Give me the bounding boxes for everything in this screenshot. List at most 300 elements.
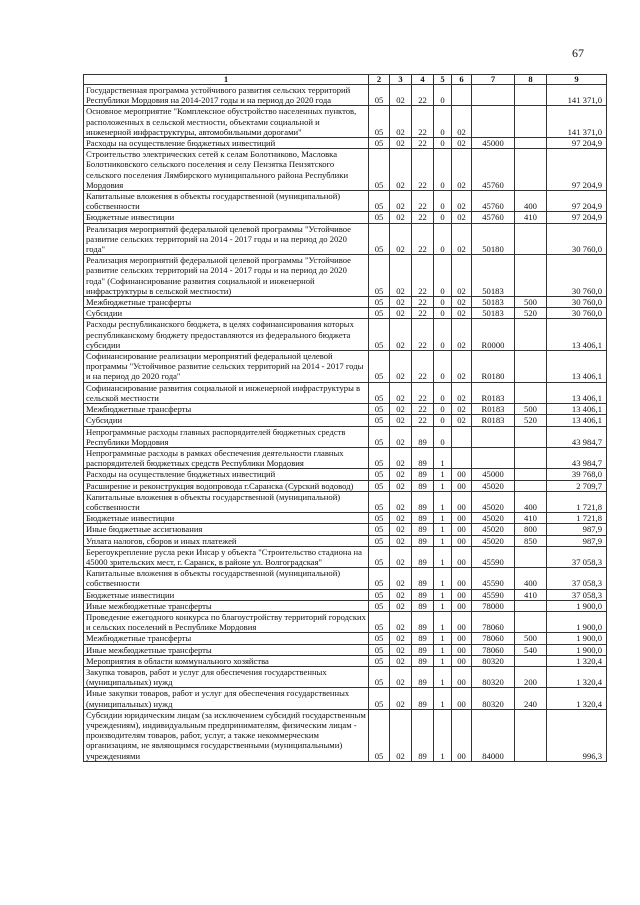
code-cell: 520 <box>515 308 547 319</box>
code-cell: 02 <box>390 535 412 546</box>
code-cell: 1 <box>434 469 452 480</box>
table-row <box>84 469 607 480</box>
code-cell: 400 <box>515 491 547 512</box>
amount-cell: 43 984,7 <box>547 447 607 468</box>
row-name: Иные закупки товаров, работ и услуг для обеспечения государственных (муниципальных) нужд <box>84 688 369 709</box>
row-name: Берегоукрепление русла реки Инсар у объекта "Строительство стадиона на 45000 зрительских мест, г. Саранск, в районе ул. Волгоградская" <box>84 546 369 567</box>
code-cell: 89 <box>412 655 434 666</box>
code-cell <box>515 611 547 632</box>
row-name: Строительство электрических сетей к селам Болотниково, Масловка Болотниковского сельского поселения и селу Пензятка Пензятского сельского поселения Лямбирского муниципального района Республики Мордовия <box>84 149 369 191</box>
table-row <box>84 191 607 212</box>
code-cell: 02 <box>390 688 412 709</box>
code-cell <box>515 138 547 149</box>
code-cell: 22 <box>412 138 434 149</box>
code-cell: 00 <box>452 513 472 524</box>
code-cell: 05 <box>369 655 390 666</box>
amount-cell: 13 406,1 <box>547 404 607 415</box>
code-cell: 05 <box>369 212 390 223</box>
code-cell: 1 <box>434 589 452 600</box>
column-header: 1 <box>84 75 369 85</box>
code-cell: 02 <box>390 600 412 611</box>
code-cell: 22 <box>412 223 434 255</box>
table-row <box>84 568 607 589</box>
code-cell: 1 <box>434 688 452 709</box>
table-row <box>84 644 607 655</box>
code-cell: 400 <box>515 568 547 589</box>
code-cell: 05 <box>369 491 390 512</box>
amount-cell: 37 058,3 <box>547 546 607 567</box>
code-cell: 00 <box>452 480 472 491</box>
code-cell: 05 <box>369 535 390 546</box>
code-cell: 200 <box>515 666 547 687</box>
table-row <box>84 513 607 524</box>
header-row <box>84 75 607 85</box>
code-cell: 1 <box>434 546 452 567</box>
code-cell: 78060 <box>472 633 515 644</box>
code-cell: 89 <box>412 589 434 600</box>
row-name: Расходы республиканского бюджета, в целях софинансирования которых республиканскому бюджету предоставляются из федерального бюджета субсидии <box>84 319 369 351</box>
code-cell: 02 <box>390 319 412 351</box>
code-cell: 22 <box>412 382 434 403</box>
code-cell: 05 <box>369 513 390 524</box>
code-cell <box>515 223 547 255</box>
code-cell: 02 <box>390 308 412 319</box>
amount-cell: 1 721,8 <box>547 491 607 512</box>
row-name: Межбюджетные трансферты <box>84 633 369 644</box>
code-cell: 22 <box>412 191 434 212</box>
code-cell <box>452 426 472 447</box>
code-cell: 22 <box>412 319 434 351</box>
amount-cell: 141 371,0 <box>547 85 607 106</box>
column-header: 2 <box>369 75 390 85</box>
row-name: Межбюджетные трансферты <box>84 297 369 308</box>
code-cell: 410 <box>515 212 547 223</box>
code-cell: 05 <box>369 191 390 212</box>
amount-cell: 43 984,7 <box>547 426 607 447</box>
row-name: Бюджетные инвестиции <box>84 212 369 223</box>
code-cell: 89 <box>412 535 434 546</box>
code-cell: R0183 <box>472 404 515 415</box>
code-cell: 0 <box>434 382 452 403</box>
code-cell: 89 <box>412 709 434 761</box>
code-cell: 0 <box>434 297 452 308</box>
table-row <box>84 223 607 255</box>
amount-cell: 1 900,0 <box>547 600 607 611</box>
code-cell <box>515 546 547 567</box>
row-name: Расходы на осуществление бюджетных инвестиций <box>84 138 369 149</box>
amount-cell: 30 760,0 <box>547 308 607 319</box>
code-cell: 02 <box>452 351 472 383</box>
code-cell: 05 <box>369 546 390 567</box>
code-cell: 45020 <box>472 491 515 512</box>
code-cell: 50183 <box>472 308 515 319</box>
code-cell: 05 <box>369 611 390 632</box>
table-row <box>84 633 607 644</box>
code-cell: 45760 <box>472 212 515 223</box>
amount-cell: 13 406,1 <box>547 319 607 351</box>
code-cell: 05 <box>369 351 390 383</box>
row-name: Расширение и реконструкция водопровода г.Саранска (Сурский водовод) <box>84 480 369 491</box>
code-cell <box>515 480 547 491</box>
code-cell: 02 <box>390 633 412 644</box>
code-cell: 89 <box>412 524 434 535</box>
code-cell: 850 <box>515 535 547 546</box>
code-cell: 1 <box>434 655 452 666</box>
code-cell: 02 <box>390 469 412 480</box>
table-row <box>84 480 607 491</box>
code-cell: 45590 <box>472 589 515 600</box>
column-header: 3 <box>390 75 412 85</box>
code-cell: 89 <box>412 513 434 524</box>
code-cell: 05 <box>369 709 390 761</box>
code-cell: 45020 <box>472 535 515 546</box>
code-cell: 22 <box>412 404 434 415</box>
table-row <box>84 491 607 512</box>
code-cell: 22 <box>412 85 434 106</box>
code-cell <box>472 106 515 138</box>
table-row <box>84 351 607 383</box>
column-header: 9 <box>547 75 607 85</box>
code-cell: 05 <box>369 469 390 480</box>
table-row <box>84 426 607 447</box>
code-cell: 02 <box>390 491 412 512</box>
code-cell: 89 <box>412 644 434 655</box>
code-cell: 02 <box>452 223 472 255</box>
code-cell: 05 <box>369 319 390 351</box>
code-cell <box>472 85 515 106</box>
row-name: Капитальные вложения в объекты государственной (муниципальной) собственности <box>84 491 369 512</box>
code-cell: 02 <box>390 85 412 106</box>
code-cell: 45760 <box>472 191 515 212</box>
code-cell: 02 <box>390 223 412 255</box>
code-cell: 89 <box>412 611 434 632</box>
code-cell: 00 <box>452 546 472 567</box>
code-cell: 05 <box>369 223 390 255</box>
row-name: Реализация мероприятий федеральной целевой программы "Устойчивое развитие сельских территорий на 2014 - 2017 годы и на период до 2020 года" (Софинансирование развития социальной и инженерной инфраструктуры в сельской местности) <box>84 255 369 297</box>
code-cell: 800 <box>515 524 547 535</box>
code-cell: 22 <box>412 351 434 383</box>
code-cell: 00 <box>452 644 472 655</box>
code-cell: 02 <box>390 351 412 383</box>
row-name: Расходы на осуществление бюджетных инвестиций <box>84 469 369 480</box>
code-cell: 02 <box>390 447 412 468</box>
amount-cell: 30 760,0 <box>547 297 607 308</box>
column-header: 6 <box>452 75 472 85</box>
code-cell: 02 <box>452 382 472 403</box>
code-cell: 1 <box>434 666 452 687</box>
table-row <box>84 655 607 666</box>
code-cell: 02 <box>390 709 412 761</box>
code-cell: 80320 <box>472 666 515 687</box>
amount-cell: 39 768,0 <box>547 469 607 480</box>
code-cell <box>515 106 547 138</box>
code-cell: 02 <box>390 589 412 600</box>
code-cell: 22 <box>412 212 434 223</box>
table-row <box>84 546 607 567</box>
amount-cell: 987,9 <box>547 535 607 546</box>
code-cell: 02 <box>452 255 472 297</box>
code-cell <box>452 85 472 106</box>
code-cell: 1 <box>434 513 452 524</box>
code-cell: 02 <box>390 415 412 426</box>
code-cell <box>515 709 547 761</box>
code-cell <box>472 426 515 447</box>
code-cell: 05 <box>369 480 390 491</box>
code-cell: 02 <box>452 138 472 149</box>
code-cell: 02 <box>390 644 412 655</box>
code-cell: 89 <box>412 568 434 589</box>
code-cell: 0 <box>434 426 452 447</box>
row-name: Непрограммные расходы в рамках обеспечения деятельности главных распорядителей бюджетных средств Республики Мордовия <box>84 447 369 468</box>
table-row <box>84 297 607 308</box>
code-cell: 00 <box>452 469 472 480</box>
code-cell: 05 <box>369 426 390 447</box>
code-cell: 1 <box>434 709 452 761</box>
code-cell: R0000 <box>472 319 515 351</box>
code-cell: 78060 <box>472 644 515 655</box>
budget-table <box>83 74 607 762</box>
row-name: Капитальные вложения в объекты государственной (муниципальной) собственности <box>84 568 369 589</box>
code-cell: 02 <box>390 666 412 687</box>
code-cell: 45000 <box>472 138 515 149</box>
amount-cell: 13 406,1 <box>547 415 607 426</box>
code-cell: 05 <box>369 666 390 687</box>
code-cell: 500 <box>515 404 547 415</box>
code-cell: 05 <box>369 149 390 191</box>
code-cell: 00 <box>452 600 472 611</box>
code-cell: 02 <box>390 524 412 535</box>
code-cell: 45760 <box>472 149 515 191</box>
amount-cell: 987,9 <box>547 524 607 535</box>
amount-cell: 1 320,4 <box>547 666 607 687</box>
code-cell: 0 <box>434 223 452 255</box>
code-cell: 05 <box>369 600 390 611</box>
code-cell: 22 <box>412 308 434 319</box>
code-cell: R0183 <box>472 415 515 426</box>
code-cell <box>515 382 547 403</box>
amount-cell: 30 760,0 <box>547 223 607 255</box>
code-cell: 45590 <box>472 568 515 589</box>
code-cell: 02 <box>452 415 472 426</box>
table-row <box>84 212 607 223</box>
code-cell: 89 <box>412 469 434 480</box>
amount-cell: 141 371,0 <box>547 106 607 138</box>
column-header: 5 <box>434 75 452 85</box>
code-cell: 02 <box>390 655 412 666</box>
row-name: Межбюджетные трансферты <box>84 404 369 415</box>
code-cell <box>515 319 547 351</box>
table-row <box>84 611 607 632</box>
table-row <box>84 535 607 546</box>
code-cell: 02 <box>390 513 412 524</box>
code-cell: 02 <box>390 480 412 491</box>
code-cell: 02 <box>390 382 412 403</box>
code-cell: 05 <box>369 633 390 644</box>
code-cell: 0 <box>434 149 452 191</box>
code-cell <box>515 426 547 447</box>
table-row <box>84 138 607 149</box>
code-cell: 89 <box>412 688 434 709</box>
amount-cell: 996,3 <box>547 709 607 761</box>
code-cell: 500 <box>515 297 547 308</box>
code-cell: 0 <box>434 138 452 149</box>
row-name: Непрограммные расходы главных распорядителей бюджетных средств Республики Мордовия <box>84 426 369 447</box>
table-row <box>84 149 607 191</box>
code-cell: 1 <box>434 447 452 468</box>
row-name: Закупка товаров, работ и услуг для обеспечения государственных (муниципальных) нужд <box>84 666 369 687</box>
code-cell: 02 <box>390 611 412 632</box>
code-cell: 02 <box>390 255 412 297</box>
code-cell: 05 <box>369 138 390 149</box>
code-cell: 1 <box>434 480 452 491</box>
code-cell: 00 <box>452 568 472 589</box>
code-cell: 1 <box>434 644 452 655</box>
code-cell: 02 <box>452 106 472 138</box>
code-cell: 540 <box>515 644 547 655</box>
code-cell <box>515 469 547 480</box>
code-cell: 50180 <box>472 223 515 255</box>
table-row <box>84 255 607 297</box>
code-cell: 78060 <box>472 611 515 632</box>
amount-cell: 1 900,0 <box>547 633 607 644</box>
code-cell: 0 <box>434 415 452 426</box>
row-name: Иные межбюджетные трансферты <box>84 644 369 655</box>
code-cell: 0 <box>434 404 452 415</box>
code-cell: 00 <box>452 524 472 535</box>
row-name: Софинансирование развития социальной и инженерной инфраструктуры в сельской местности <box>84 382 369 403</box>
row-name: Основное мероприятие "Комплексное обустройство населенных пунктов, расположенных в сельской местности, объектами социальной и инженерной инфраструктуры, автомобильными дорогами" <box>84 106 369 138</box>
code-cell: 1 <box>434 568 452 589</box>
code-cell: 45000 <box>472 469 515 480</box>
code-cell: 1 <box>434 633 452 644</box>
code-cell <box>515 447 547 468</box>
amount-cell: 13 406,1 <box>547 382 607 403</box>
row-name: Софинансирование реализации мероприятий федеральной целевой программы "Устойчивое развитие сельских территорий на 2014 - 2017 годы и на период до 2020 года" <box>84 351 369 383</box>
page-number: 67 <box>572 46 584 60</box>
table-row <box>84 524 607 535</box>
code-cell <box>515 600 547 611</box>
amount-cell: 13 406,1 <box>547 351 607 383</box>
row-name: Бюджетные инвестиции <box>84 589 369 600</box>
code-cell: 410 <box>515 513 547 524</box>
code-cell: 410 <box>515 589 547 600</box>
code-cell: 00 <box>452 666 472 687</box>
amount-cell: 1 721,8 <box>547 513 607 524</box>
code-cell: 0 <box>434 85 452 106</box>
code-cell <box>515 85 547 106</box>
code-cell <box>515 351 547 383</box>
code-cell: 0 <box>434 191 452 212</box>
amount-cell: 37 058,3 <box>547 589 607 600</box>
code-cell: 05 <box>369 255 390 297</box>
code-cell: 1 <box>434 600 452 611</box>
code-cell: 1 <box>434 535 452 546</box>
code-cell: 02 <box>452 149 472 191</box>
code-cell: 240 <box>515 688 547 709</box>
code-cell: 05 <box>369 447 390 468</box>
code-cell: 02 <box>390 106 412 138</box>
code-cell: 05 <box>369 85 390 106</box>
table-row <box>84 382 607 403</box>
code-cell: R0180 <box>472 351 515 383</box>
table-row <box>84 666 607 687</box>
amount-cell: 97 204,9 <box>547 138 607 149</box>
code-cell: 84000 <box>472 709 515 761</box>
code-cell: 00 <box>452 688 472 709</box>
table-row <box>84 319 607 351</box>
code-cell: 89 <box>412 633 434 644</box>
code-cell: 05 <box>369 524 390 535</box>
code-cell: 05 <box>369 644 390 655</box>
code-cell: 89 <box>412 491 434 512</box>
code-cell: 00 <box>452 611 472 632</box>
row-name: Иные бюджетные ассигнования <box>84 524 369 535</box>
code-cell: 02 <box>390 297 412 308</box>
code-cell: 89 <box>412 546 434 567</box>
row-name: Уплата налогов, сборов и иных платежей <box>84 535 369 546</box>
table-row <box>84 688 607 709</box>
code-cell: 78000 <box>472 600 515 611</box>
code-cell: 00 <box>452 535 472 546</box>
code-cell: 80320 <box>472 655 515 666</box>
code-cell <box>515 655 547 666</box>
code-cell: 05 <box>369 589 390 600</box>
amount-cell: 97 204,9 <box>547 191 607 212</box>
code-cell: 89 <box>412 600 434 611</box>
column-header: 4 <box>412 75 434 85</box>
amount-cell: 97 204,9 <box>547 149 607 191</box>
table-row <box>84 589 607 600</box>
amount-cell: 97 204,9 <box>547 212 607 223</box>
code-cell: 00 <box>452 491 472 512</box>
code-cell: 00 <box>452 655 472 666</box>
amount-cell: 30 760,0 <box>547 255 607 297</box>
code-cell: 400 <box>515 191 547 212</box>
code-cell: 00 <box>452 589 472 600</box>
code-cell: 05 <box>369 688 390 709</box>
code-cell: 02 <box>452 319 472 351</box>
code-cell: 02 <box>390 568 412 589</box>
row-name: Мероприятия в области коммунального хозяйства <box>84 655 369 666</box>
code-cell: 1 <box>434 491 452 512</box>
code-cell: 1 <box>434 611 452 632</box>
row-name: Проведение ежегодного конкурса по благоустройству территорий городских и сельских поселений в Республике Мордовия <box>84 611 369 632</box>
code-cell <box>515 149 547 191</box>
table-row <box>84 404 607 415</box>
code-cell: 0 <box>434 319 452 351</box>
code-cell: 22 <box>412 149 434 191</box>
row-name: Государственная программа устойчивого развития сельских территорий Республики Мордовия на 2014-2017 годы и на период до 2020 года <box>84 85 369 106</box>
code-cell <box>515 255 547 297</box>
code-cell: 0 <box>434 212 452 223</box>
code-cell: 89 <box>412 447 434 468</box>
code-cell: 89 <box>412 480 434 491</box>
code-cell: 05 <box>369 415 390 426</box>
amount-cell: 1 900,0 <box>547 644 607 655</box>
code-cell: 02 <box>390 546 412 567</box>
row-name: Субсидии <box>84 308 369 319</box>
code-cell: 50183 <box>472 255 515 297</box>
amount-cell: 37 058,3 <box>547 568 607 589</box>
code-cell: 02 <box>452 297 472 308</box>
code-cell: 45590 <box>472 546 515 567</box>
code-cell: 05 <box>369 568 390 589</box>
code-cell: 05 <box>369 382 390 403</box>
table-row <box>84 106 607 138</box>
code-cell: 45020 <box>472 480 515 491</box>
row-name: Субсидии <box>84 415 369 426</box>
code-cell: 0 <box>434 255 452 297</box>
